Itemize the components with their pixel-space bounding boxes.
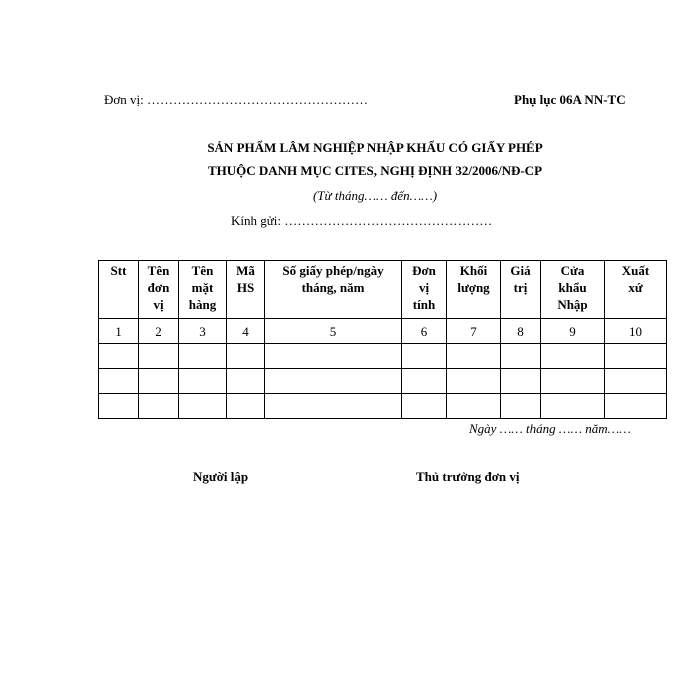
appendix-label: Phụ lục 06A NN-TC	[514, 92, 626, 107]
table-cell	[139, 369, 179, 394]
column-number: 4	[227, 319, 265, 344]
column-number: 7	[447, 319, 501, 344]
column-number: 8	[501, 319, 541, 344]
period-line: (Từ tháng…… đến……)	[312, 188, 438, 203]
table-cell	[99, 344, 139, 369]
table-cell	[265, 344, 402, 369]
table-cell	[501, 394, 541, 419]
title-line-2: THUỘC DANH MỤC CITES, NGHỊ ĐỊNH 32/2006/NĐ-CP	[207, 163, 543, 178]
column-number: 10	[605, 319, 667, 344]
column-header-line: tháng, năm	[301, 280, 365, 295]
column-header-line: Tên	[191, 263, 214, 278]
head-of-unit-label: Thủ trưởng đơn vị	[416, 469, 520, 484]
column-header-line: HS	[236, 280, 255, 295]
column-header-line: mặt	[191, 280, 214, 295]
table-cell	[447, 344, 501, 369]
column-header-line: Nhập	[557, 297, 588, 312]
column-header	[265, 261, 402, 319]
report-table	[98, 260, 667, 419]
table-body	[99, 319, 667, 419]
column-header-line: lượng	[457, 280, 490, 295]
table-cell	[541, 394, 605, 419]
table-cell	[265, 369, 402, 394]
column-header	[179, 261, 227, 319]
column-header-line: trị	[513, 280, 528, 295]
column-header-line: hàng	[188, 297, 217, 312]
table-cell	[501, 344, 541, 369]
table-cell	[541, 344, 605, 369]
title-line-1: SẢN PHẨM LÂM NGHIỆP NHẬP KHẨU CÓ GIẤY PHÉP	[207, 140, 543, 155]
table-cell	[402, 369, 447, 394]
table-cell	[227, 394, 265, 419]
table-cell	[605, 394, 667, 419]
table-cell	[447, 369, 501, 394]
table-cell	[605, 344, 667, 369]
column-header	[402, 261, 447, 319]
column-header-line: Stt	[110, 263, 127, 278]
column-header-line: Cửa	[560, 263, 585, 278]
table-cell	[179, 394, 227, 419]
column-header	[99, 261, 139, 319]
column-number: 2	[139, 319, 179, 344]
table-cell	[179, 344, 227, 369]
table-cell	[402, 344, 447, 369]
table-cell	[265, 394, 402, 419]
table-cell	[402, 394, 447, 419]
column-number: 9	[541, 319, 605, 344]
column-header-line: khẩu	[558, 280, 587, 295]
table-row	[99, 394, 667, 419]
column-number: 6	[402, 319, 447, 344]
column-header-line: vị	[418, 280, 430, 295]
recipient-line: Kính gửi: …………………………………………	[231, 213, 493, 228]
table-cell	[227, 369, 265, 394]
table-cell	[139, 344, 179, 369]
column-header-line: Khối	[459, 263, 488, 278]
column-header-line: xứ	[628, 280, 643, 295]
column-number: 3	[179, 319, 227, 344]
table-cell	[541, 369, 605, 394]
table-row	[99, 369, 667, 394]
column-header	[447, 261, 501, 319]
column-header	[501, 261, 541, 319]
column-number: 5	[265, 319, 402, 344]
table-cell	[179, 369, 227, 394]
column-header	[605, 261, 667, 319]
column-header-line: Giá	[510, 263, 531, 278]
preparer-label: Người lập	[193, 469, 249, 484]
column-header	[227, 261, 265, 319]
column-header	[139, 261, 179, 319]
table-cell	[99, 369, 139, 394]
table-header-row	[99, 261, 667, 319]
column-header-line: Đơn	[412, 263, 436, 278]
table-row	[99, 344, 667, 369]
table-cell	[447, 394, 501, 419]
column-header	[541, 261, 605, 319]
table-cell	[605, 369, 667, 394]
table-number-row	[99, 319, 667, 344]
column-header-line: Mã	[236, 263, 255, 278]
table-cell	[99, 394, 139, 419]
date-line: Ngày …… tháng …… năm……	[469, 421, 631, 436]
table-cell	[227, 344, 265, 369]
table-cell	[139, 394, 179, 419]
unit-line: Đơn vị: ……………………………………………	[104, 92, 368, 107]
column-header-line: Xuất	[621, 263, 650, 278]
column-header-line: vị	[153, 297, 164, 312]
column-header-line: Tên	[147, 263, 170, 278]
table-cell	[501, 369, 541, 394]
column-header-line: đơn	[147, 280, 170, 295]
column-header-line: tính	[412, 297, 436, 312]
column-header-line: Số giấy phép/ngày	[282, 263, 384, 278]
column-number: 1	[99, 319, 139, 344]
